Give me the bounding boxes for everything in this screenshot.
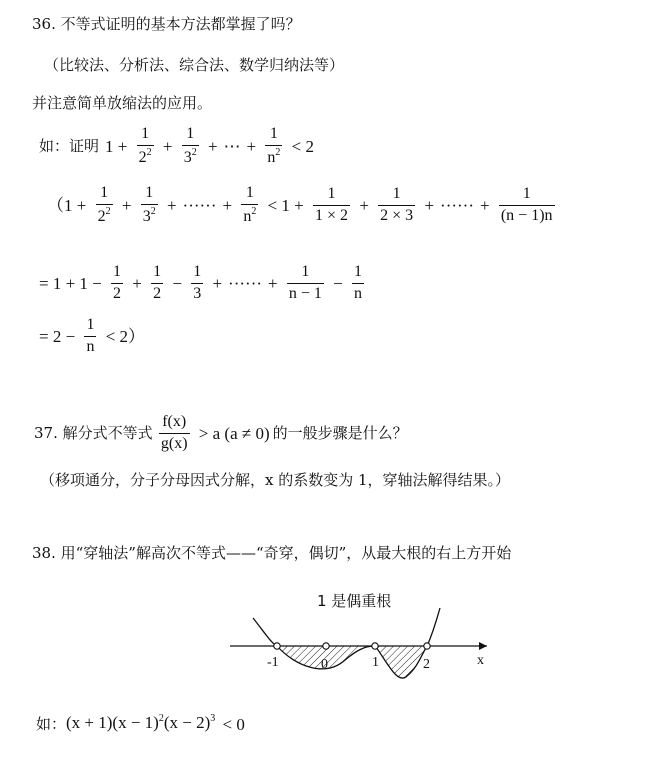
factor-expr: (x + 1)(x − 1): [66, 713, 159, 732]
q37-answer: （移项通分，分子分母因式分解，x 的系数变为 1，穿轴法解得结果。）: [40, 471, 511, 489]
root-marker: [323, 643, 329, 649]
axis-label: x: [477, 653, 484, 668]
hatched-region-right: [375, 646, 427, 678]
frac-1-over-3sq: $\frac{1}{3^2}$: [183, 125, 197, 166]
factor-expr: (x − 2): [163, 713, 211, 732]
x-axis-arrow: [479, 642, 487, 650]
q36-example-line: 如：证明 1 + $\frac{1}{2^2}$ + $\frac{1}{3^2}$ + ⋯ + $\frac{1}{n^2}$ < 2: [39, 125, 314, 166]
less-than-2: < 2: [291, 136, 314, 156]
example-prefix: 如：证明: [39, 136, 100, 155]
axis-crossing-diagram: [225, 588, 495, 698]
root-label: -1: [267, 655, 279, 670]
frac-1-over-n1n: $\frac{1}{(n - 1)n}$: [500, 185, 553, 224]
root-marker: [274, 643, 280, 649]
frac-1-over-2x3: $\frac{1}{2 \times 3}$: [380, 185, 414, 224]
chain-lt: < 1 +: [267, 195, 304, 215]
diagram-caption: 1 是偶重根: [317, 592, 392, 610]
q38-title: 38. 用“穿轴法”解高次不等式——“奇穿，偶切”，从最大根的右上方开始: [32, 544, 512, 562]
q36-result-line: = 2 − $\frac{1}{n}$ < 2）: [39, 316, 146, 355]
root-label: 2: [423, 657, 430, 672]
q36-telescope-line: = 1 + 1 − $\frac{1}{2}$ + $\frac{1}{2}$ − $\frac{1}{3}$ + ······ + $\frac{1}{n - 1}$ − $\frac{1}{n}$: [39, 263, 362, 302]
telescope-lead: = 1 + 1 −: [39, 273, 102, 293]
result-lead: = 2 −: [39, 326, 76, 346]
root-marker: [424, 643, 430, 649]
root-marker: [372, 643, 378, 649]
frac-1-over-2sq: $\frac{1}{2^2}$: [138, 125, 152, 166]
example-tail: < 0: [222, 714, 245, 734]
q37-suffix: 的一般步骤是什么？: [272, 423, 408, 442]
q36-title: 36. 不等式证明的基本方法都掌握了吗？: [32, 15, 301, 33]
sum-lead: 1 +: [105, 136, 128, 156]
frac-1-over-nsq: $\frac{1}{n^2}$: [267, 125, 281, 166]
chain-open: （1 +: [47, 195, 87, 215]
frac-1-over-2sq: $\frac{1}{2^2}$: [97, 184, 111, 225]
frac-1-over-3sq: $\frac{1}{3^2}$: [142, 184, 156, 225]
q36-methods: （比较法、分析法、综合法、数学归纳法等）: [44, 56, 345, 74]
q37-condition: > a (a ≠ 0): [198, 423, 270, 443]
q37-title: [34, 414, 408, 453]
q36-note: 并注意简单放缩法的应用。: [32, 94, 213, 112]
exponent: 2: [158, 713, 164, 724]
q38-example-prefix: 如：: [36, 714, 67, 733]
frac-fx-over-gx: $\frac{f(x)}{g(x)}$: [160, 413, 188, 452]
result-tail: < 2）: [105, 326, 146, 346]
q37-prefix: 37. 解分式不等式: [34, 423, 153, 442]
q36-chain-line: （1 + $\frac{1}{2^2}$ + $\frac{1}{3^2}$ + ······ + $\frac{1}{n^2}$ < 1 + $\frac{1}{1 \times 2}$ + $\frac{1}{2 \times 3}$ + ······ + $\frac{1}{(n - 1)n}$: [47, 184, 553, 225]
root-label: 1: [372, 655, 379, 670]
frac-1-over-1x2: $\frac{1}{1 \times 2}$: [315, 185, 349, 224]
exponent: 3: [210, 713, 216, 724]
frac-1-over-nsq: $\frac{1}{n^2}$: [243, 184, 257, 225]
root-label: 0: [321, 657, 328, 672]
diagram-svg: [225, 588, 495, 698]
q38-example: [36, 714, 248, 733]
